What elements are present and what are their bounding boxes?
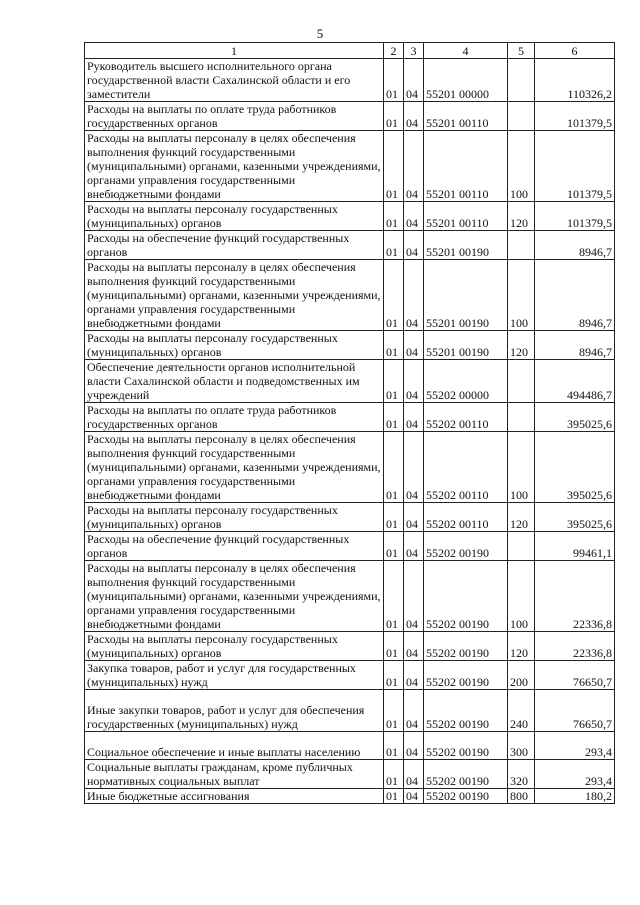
row-subsection: 04 [404,661,424,690]
row-target-article: 55202 00190 [424,632,508,661]
row-name: Обеспечение деятельности органов исполнительной власти Сахалинской области и подведомственных им учреждений [85,360,384,403]
row-name: Социальное обеспечение и иные выплаты населению [85,732,384,760]
row-subsection: 04 [404,532,424,561]
table-row [85,561,615,632]
row-expense-type: 300 [508,732,535,760]
row-subsection: 04 [404,59,424,102]
row-amount: 76650,7 [535,690,615,732]
column-header: 3 [404,43,424,59]
row-name: Расходы на выплаты персоналу в целях обеспечения выполнения функций государственными (муниципальными) органами, казенными учреждениями, органами управления государственными внебюджетными фондами [85,432,384,503]
row-name: Расходы на обеспечение функций государственных органов [85,231,384,260]
row-expense-type [508,102,535,131]
page-number: 5 [316,26,324,41]
row-target-article: 55202 00190 [424,561,508,632]
row-target-article: 55202 00190 [424,690,508,732]
row-subsection: 04 [404,202,424,231]
row-subsection: 04 [404,360,424,403]
table-row [85,760,615,789]
row-section: 01 [384,102,404,131]
row-name: Расходы на выплаты персоналу государственных (муниципальных) органов [85,202,384,231]
row-section: 01 [384,561,404,632]
row-name: Расходы на выплаты персоналу государственных (муниципальных) органов [85,503,384,532]
column-header: 4 [424,43,508,59]
row-name: Социальные выплаты гражданам, кроме публичных нормативных социальных выплат [85,760,384,789]
row-amount: 22336,8 [535,561,615,632]
row-target-article: 55201 00190 [424,331,508,360]
row-amount: 180,2 [535,789,615,804]
table-row [85,231,615,260]
row-amount: 8946,7 [535,260,615,331]
table-row [85,403,615,432]
row-name: Руководитель высшего исполнительного органа государственной власти Сахалинской области и его заместители [85,59,384,102]
row-subsection: 04 [404,503,424,532]
row-target-article: 55202 00190 [424,532,508,561]
row-expense-type: 200 [508,661,535,690]
row-section: 01 [384,131,404,202]
row-amount: 76650,7 [535,661,615,690]
row-name: Расходы на выплаты персоналу государственных (муниципальных) органов [85,632,384,661]
row-amount: 101379,5 [535,131,615,202]
table-row [85,661,615,690]
row-subsection: 04 [404,102,424,131]
column-header: 6 [535,43,615,59]
table-row [85,690,615,732]
row-subsection: 04 [404,231,424,260]
row-target-article: 55202 00110 [424,503,508,532]
row-section: 01 [384,432,404,503]
row-target-article: 55201 00190 [424,260,508,331]
row-section: 01 [384,661,404,690]
row-expense-type: 100 [508,561,535,632]
row-amount: 293,4 [535,732,615,760]
row-target-article: 55202 00190 [424,789,508,804]
table-row [85,503,615,532]
row-subsection: 04 [404,561,424,632]
row-target-article: 55202 00110 [424,432,508,503]
row-expense-type [508,231,535,260]
row-subsection: 04 [404,632,424,661]
row-expense-type: 100 [508,260,535,331]
row-subsection: 04 [404,432,424,503]
row-amount: 99461,1 [535,532,615,561]
row-section: 01 [384,732,404,760]
row-section: 01 [384,760,404,789]
row-section: 01 [384,403,404,432]
table-row [85,732,615,760]
row-expense-type: 100 [508,131,535,202]
row-name: Расходы на выплаты по оплате труда работников государственных органов [85,403,384,432]
row-expense-type [508,59,535,102]
row-expense-type: 240 [508,690,535,732]
row-amount: 293,4 [535,760,615,789]
row-section: 01 [384,503,404,532]
row-target-article: 55201 00190 [424,231,508,260]
row-section: 01 [384,59,404,102]
row-name: Расходы на выплаты персоналу в целях обеспечения выполнения функций государственными (муниципальными) органами, казенными учреждениями, органами управления государственными внебюджетными фондами [85,260,384,331]
table-row [85,432,615,503]
row-section: 01 [384,360,404,403]
table-row [85,202,615,231]
row-name: Закупка товаров, работ и услуг для государственных (муниципальных) нужд [85,661,384,690]
row-amount: 101379,5 [535,202,615,231]
row-amount: 8946,7 [535,231,615,260]
row-target-article: 55201 00110 [424,202,508,231]
row-target-article: 55202 00110 [424,403,508,432]
header-row [85,43,615,59]
row-expense-type: 120 [508,503,535,532]
row-subsection: 04 [404,789,424,804]
column-header: 5 [508,43,535,59]
row-amount: 395025,6 [535,503,615,532]
table-row [85,260,615,331]
row-target-article: 55202 00190 [424,661,508,690]
table-row [85,331,615,360]
row-section: 01 [384,632,404,661]
row-amount: 395025,6 [535,403,615,432]
row-expense-type [508,532,535,561]
row-expense-type: 120 [508,331,535,360]
table-row [85,632,615,661]
row-name: Иные закупки товаров, работ и услуг для обеспечения государственных (муниципальных) нужд [85,690,384,732]
row-section: 01 [384,789,404,804]
row-section: 01 [384,260,404,331]
table-row [85,131,615,202]
row-section: 01 [384,231,404,260]
row-amount: 494486,7 [535,360,615,403]
row-section: 01 [384,532,404,561]
row-amount: 110326,2 [535,59,615,102]
column-header: 1 [85,43,384,59]
row-name: Расходы на выплаты по оплате труда работников государственных органов [85,102,384,131]
table-row [85,102,615,131]
table-row [85,360,615,403]
row-name: Иные бюджетные ассигнования [85,789,384,804]
row-expense-type [508,403,535,432]
row-amount: 101379,5 [535,102,615,131]
row-subsection: 04 [404,403,424,432]
row-subsection: 04 [404,760,424,789]
row-target-article: 55201 00110 [424,102,508,131]
row-name: Расходы на выплаты персоналу в целях обеспечения выполнения функций государственными (муниципальными) органами, казенными учреждениями, органами управления государственными внебюджетными фондами [85,561,384,632]
column-header: 2 [384,43,404,59]
row-expense-type: 120 [508,202,535,231]
row-section: 01 [384,690,404,732]
row-expense-type: 120 [508,632,535,661]
row-section: 01 [384,202,404,231]
row-amount: 395025,6 [535,432,615,503]
row-name: Расходы на обеспечение функций государственных органов [85,532,384,561]
table-row [85,789,615,804]
row-target-article: 55202 00000 [424,360,508,403]
row-subsection: 04 [404,732,424,760]
table-row [85,59,615,102]
row-subsection: 04 [404,690,424,732]
row-expense-type: 800 [508,789,535,804]
row-amount: 22336,8 [535,632,615,661]
row-expense-type: 100 [508,432,535,503]
row-amount: 8946,7 [535,331,615,360]
row-name: Расходы на выплаты персоналу в целях обеспечения выполнения функций государственными (муниципальными) органами, казенными учреждениями, органами управления государственными внебюджетными фондами [85,131,384,202]
row-subsection: 04 [404,131,424,202]
row-target-article: 55202 00190 [424,732,508,760]
row-section: 01 [384,331,404,360]
budget-table [84,42,615,804]
row-subsection: 04 [404,331,424,360]
row-subsection: 04 [404,260,424,331]
row-target-article: 55201 00000 [424,59,508,102]
row-name: Расходы на выплаты персоналу государственных (муниципальных) органов [85,331,384,360]
table-row [85,532,615,561]
row-expense-type: 320 [508,760,535,789]
row-target-article: 55201 00110 [424,131,508,202]
row-target-article: 55202 00190 [424,760,508,789]
row-expense-type [508,360,535,403]
